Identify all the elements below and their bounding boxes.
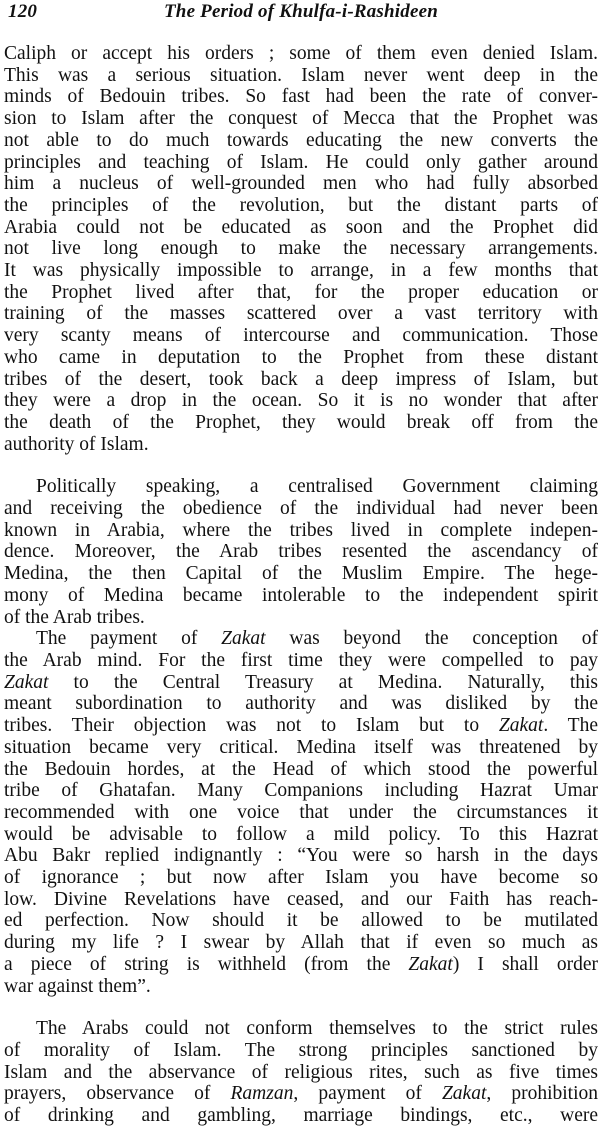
paragraph-1 (4, 43, 598, 455)
text-line: during my life ? I swear by Allah that if even so much as (4, 932, 598, 954)
text-line: dence. Moreover, the Arab tribes resented the ascendancy of (4, 541, 598, 563)
text-line: of ignorance ; but now after Islam you have become so (4, 867, 598, 889)
text-line: known in Arabia, where the tribes lived in complete indepen- (4, 519, 598, 541)
text-line: Politically speaking, a centralised Government claiming (36, 476, 598, 498)
text-line: the Bedouin hordes, at the Head of which stood the powerful (4, 758, 598, 780)
text-line: low. Divine Revelations have ceased, and our Faith has reach- (4, 888, 598, 910)
text-line: recommended with one voice that under the circumstances it (4, 801, 598, 823)
text-line: and receiving the obedience of the individual had never been (4, 498, 598, 520)
text-line: prayers, observance of Ramzan, payment of Zakat, prohibition (4, 1083, 598, 1105)
running-title: The Period of Khulfa-i-Rashideen (164, 1, 438, 22)
text-line: of morality of Islam. The strong principles sanctioned by (4, 1039, 598, 1061)
text-line: tribes of the desert, took back a deep impress of Islam, but (4, 368, 598, 390)
text-line: war against them”. (4, 975, 151, 997)
paragraph-gap (4, 997, 598, 1018)
text-line: Caliph or accept his orders ; some of them even denied Islam. (4, 43, 598, 64)
text-line: authority of Islam. (4, 433, 149, 455)
text-line: training of the masses scattered over a vast territory with (4, 303, 598, 325)
text-line: Zakat to the Central Treasury at Medina. Naturally, this (4, 671, 598, 693)
text-line: a piece of string is withheld (from the Zakat) I shall order (4, 953, 598, 975)
page-header (4, 0, 598, 28)
paragraph-gap (4, 455, 598, 476)
text-line: not able to do much towards educating the new converts the (4, 129, 598, 151)
text-line: sion to Islam after the conquest of Mecca that the Prophet was (4, 108, 598, 130)
text-line: meant subordination to authority and was disliked by the (4, 693, 598, 715)
body-text (4, 43, 598, 1127)
text-line: the death of the Prophet, they would break off from the (4, 411, 598, 433)
text-line: him a nucleus of well-grounded men who had fully absorbed (4, 173, 598, 195)
text-line: who came in deputation to the Prophet from these distant (4, 346, 598, 368)
text-line: Islam and the abservance of religious rites, such as five times (4, 1061, 598, 1083)
text-line: Medina, the then Capital of the Muslim Empire. The hege- (4, 563, 598, 585)
text-line: Arabia could not be educated as soon and the Prophet did (4, 216, 598, 238)
paragraph-2 (4, 476, 598, 628)
text-line: very scanty means of intercourse and communication. Those (4, 325, 598, 347)
text-line: ed perfection. Now should it be allowed to be mutilated (4, 910, 598, 932)
text-line: the principles of the revolution, but the distant parts of (4, 194, 598, 216)
text-line: would be advisable to follow a mild policy. To this Hazrat (4, 823, 598, 845)
text-line: not live long enough to make the necessary arrangements. (4, 238, 598, 260)
text-line: they were a drop in the ocean. So it is no wonder that after (4, 390, 598, 412)
text-line: This was a serious situation. Islam never went deep in the (4, 64, 598, 86)
text-line: the Prophet lived after that, for the proper education or (4, 281, 598, 303)
text-line: mony of Medina became intolerable to the independent spirit (4, 584, 598, 606)
paragraph-4 (4, 1018, 598, 1127)
page-number: 120 (8, 1, 38, 22)
text-line: of drinking and gambling, marriage bindings, etc., were (4, 1105, 598, 1127)
text-line: of the Arab tribes. (4, 606, 145, 628)
text-line: situation became very critical. Medina itself was threatened by (4, 736, 598, 758)
text-line: The payment of Zakat was beyond the conception of (36, 628, 598, 650)
text-line: Abu Bakr replied indignantly : “You were so harsh in the days (4, 845, 598, 867)
text-line: principles and teaching of Islam. He could only gather around (4, 151, 598, 173)
text-line: The Arabs could not conform themselves to the strict rules (36, 1018, 598, 1040)
text-line: minds of Bedouin tribes. So fast had been the rate of conver- (4, 86, 598, 108)
text-line: tribes. Their objection was not to Islam but to Zakat. The (4, 715, 598, 737)
text-line: tribe of Ghatafan. Many Companions including Hazrat Umar (4, 780, 598, 802)
paragraph-3 (4, 628, 598, 997)
text-line: the Arab mind. For the first time they were compelled to pay (4, 649, 598, 671)
text-line: It was physically impossible to arrange, in a few months that (4, 260, 598, 282)
